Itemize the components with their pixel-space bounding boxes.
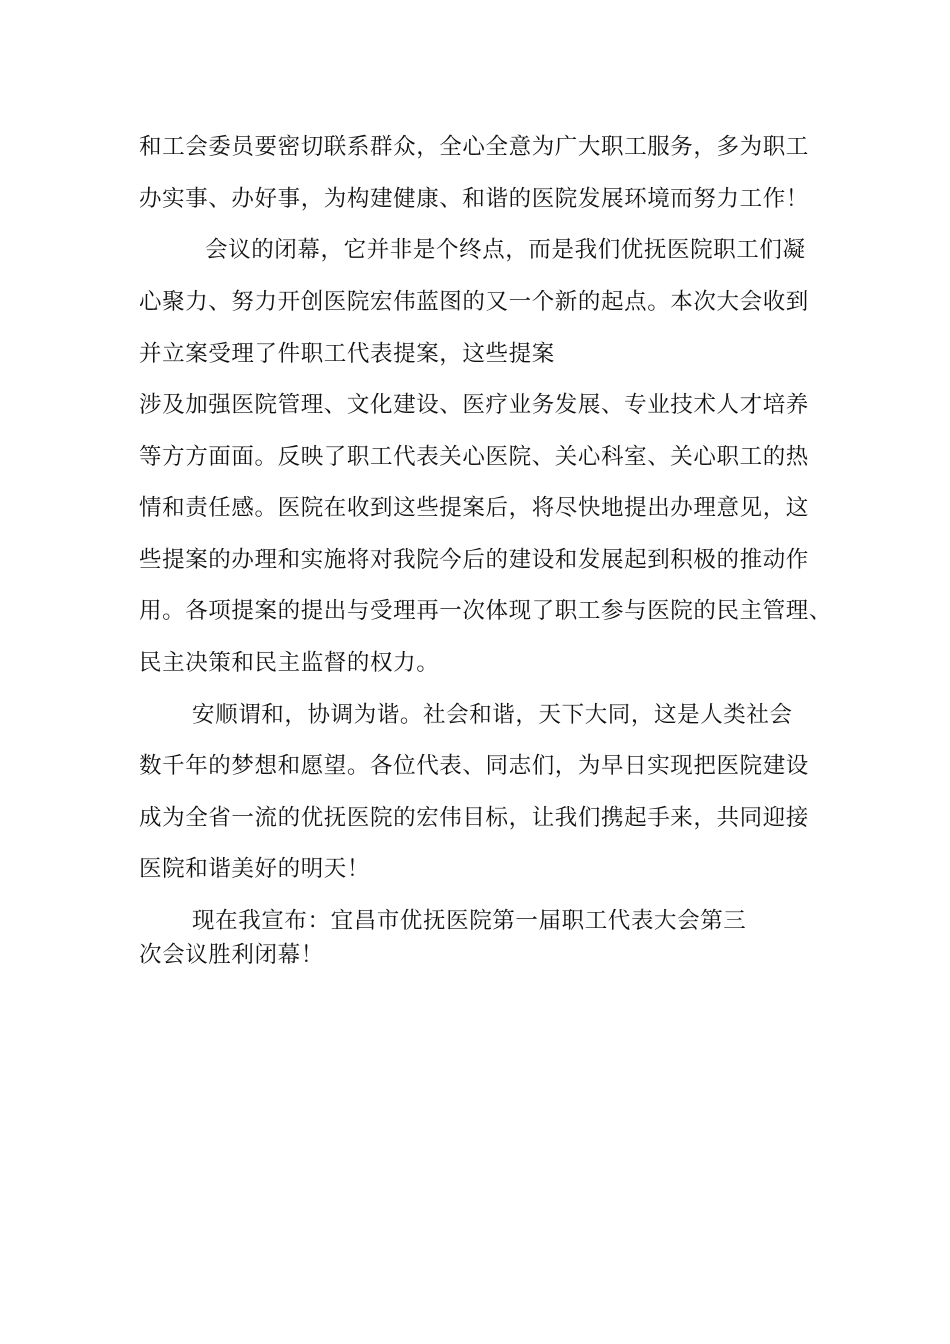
text-line-7: 等方方面面。反映了职工代表关心医院、关心科室、关心职工的热 — [139, 444, 809, 470]
text-line-15: 医院和谐美好的明天！ — [139, 856, 371, 882]
text-line-5: 并立案受理了件职工代表提案，这些提案 — [139, 341, 555, 367]
paragraph-indent-line: 现在我宣布：宜昌市优抚医院第一届职工代表大会第三 — [192, 908, 747, 934]
text-line-10: 用。各项提案的提出与受理再一次体现了职工参与医院的民主管理、 — [139, 598, 833, 624]
text-line-1: 和工会委员要密切联系群众，全心全意为广大职工服务，多为职工 — [139, 134, 809, 160]
text-line-17: 次会议胜利闭幕！ — [139, 942, 324, 968]
text-line-6: 涉及加强医院管理、文化建设、医疗业务发展、专业技术人才培养 — [139, 392, 809, 418]
text-line-11: 民主决策和民主监督的权力。 — [139, 650, 440, 676]
text-line-13: 数千年的梦想和愿望。各位代表、同志们，为早日实现把医院建设 — [139, 753, 809, 779]
paragraph-indent-line: 会议的闭幕，它并非是个终点，而是我们优抚医院职工们凝 — [205, 237, 806, 263]
text-line-4: 心聚力、努力开创医院宏伟蓝图的又一个新的起点。本次大会收到 — [139, 289, 809, 315]
text-line-9: 些提案的办理和实施将对我院今后的建设和发展起到积极的推动作 — [139, 547, 809, 573]
paragraph-indent-line: 安顺谓和，协调为谐。社会和谐，天下大同，这是人类社会 — [192, 702, 793, 728]
text-line-14: 成为全省一流的优抚医院的宏伟目标，让我们携起手来，共同迎接 — [139, 805, 809, 831]
text-line-8: 情和责任感。医院在收到这些提案后，将尽快地提出办理意见，这 — [139, 495, 809, 521]
text-line-2: 办实事、办好事，为构建健康、和谐的医院发展环境而努力工作！ — [139, 186, 809, 212]
